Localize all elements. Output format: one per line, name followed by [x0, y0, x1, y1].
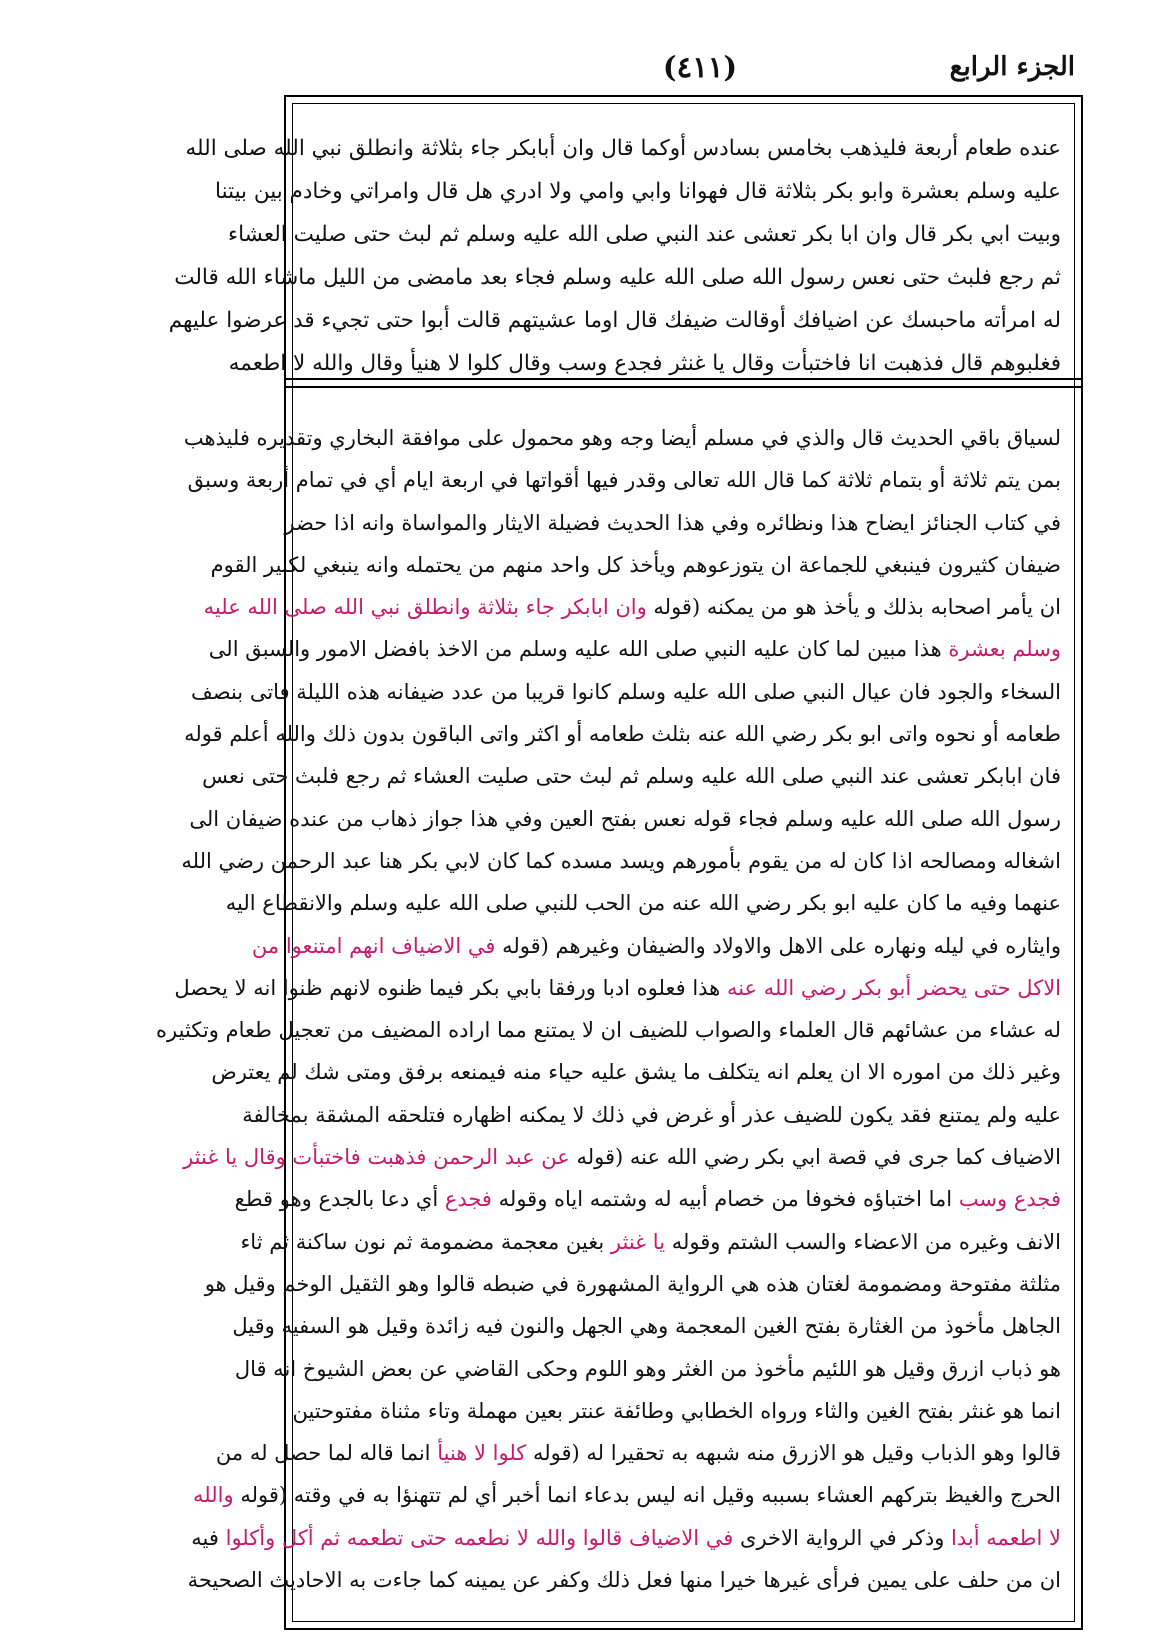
matn-line: ثم رجع فلبث حتى نعس رسول الله صلى الله عليه وسلم فجاء بعد مامضى من الليل ماشاء الله قالت: [174, 265, 1061, 290]
page-header: [285, 50, 1085, 100]
matn-line: وبيت ابي بكر قال وان ابا بكر تعشى عند النبي صلى الله عليه وسلم ثم لبث حتى صليت العشاء: [228, 222, 1061, 247]
matn-line: عليه وسلم بعشرة وابو بكر بثلاثة قال فهوانا وابي وامي ولا ادري هل قال وامراتي وخادم بين بيتنا: [215, 179, 1061, 204]
section-divider-top: [286, 378, 1081, 380]
sharh-line: [210, 544, 1061, 586]
sharh-line: [215, 1432, 1061, 1474]
commentary-text: وايثاره في ليله ونهاره على الاهل والاولاد والضيفان وغيرهم (قوله: [495, 933, 1061, 958]
sharh-line: [191, 671, 1061, 713]
quoted-hadith-phrase: الاكل حتى يحضر أبو بكر رضي الله عنه: [726, 975, 1061, 1000]
sharh-line: [232, 1305, 1061, 1347]
commentary-text: ان من حلف على يمين فرأى غيرها خيرا منها فعل ذلك وكفر عن يمينه كما جاءت به الاحاديث الصحيحة: [187, 1568, 1061, 1593]
commentary-text: السخاء والجود فان عيال النبي صلى الله عليه وسلم كانوا قريبا من عدد ضيفانه هذه الليلة فاتى بنصف: [191, 679, 1061, 704]
sharh-line: [203, 586, 1061, 628]
quoted-hadith-phrase: وسلم بعشرة: [948, 637, 1061, 662]
quoted-hadith-phrase: في الاضياف انهم امتنعوا من: [251, 933, 496, 958]
part-title: الجزء الرابع: [949, 52, 1075, 82]
quoted-hadith-phrase: والله: [193, 1483, 234, 1508]
sharh-line: [292, 1390, 1061, 1432]
quoted-hadith-phrase: يا غنثر: [610, 1229, 666, 1254]
matn-text-block: [168, 127, 1061, 385]
quoted-hadith-phrase: فجدع: [444, 1187, 492, 1212]
commentary-text: الانف وغيره من الاعضاء والسب الشتم وقوله: [665, 1229, 1061, 1254]
sharh-line: [193, 1474, 1061, 1516]
commentary-text: في كتاب الجنائز ايضاح هذا ونظائره وفي هذا الحديث فضيلة الايثار والمواساة وانه اذا حضر: [284, 510, 1061, 535]
quoted-hadith-phrase: لا اطعمه أبدا: [951, 1525, 1061, 1550]
commentary-text: وذكر في الرواية الاخرى: [733, 1525, 952, 1550]
commentary-text: رسول الله صلى الله عليه وسلم فجاء قوله نعس بفتح العين وفي هذا جواز ذهاب من عنده ضيفان الى: [189, 806, 1061, 831]
sharh-line: [284, 502, 1061, 544]
quoted-hadith-phrase: وان ابابكر جاء بثلاثة وانطلق نبي الله صلى الله عليه: [203, 595, 647, 620]
sharh-line: [189, 798, 1061, 840]
sharh-line: [187, 459, 1061, 501]
commentary-text: طعامه أو نحوه واتى ابو بكر رضي الله عنه بثلث طعامه أو اكثر واتى الباقون بدون ذلك والله أعلم قوله: [184, 722, 1061, 747]
commentary-text: لسياق باقي الحديث قال والذي في مسلم أيضا وجه وهو محمول على موافقة البخاري وتقديره فليذهب: [183, 426, 1061, 450]
page-number: (٤١١): [662, 50, 738, 84]
sharh-line: [187, 1559, 1061, 1601]
commentary-text: انما هو غنثر بفتح الغين والثاء ورواه الخطابي وطائفة عنتر بعين مهملة وتاء مثناة مفتوحتين: [292, 1398, 1061, 1423]
sharh-line: [184, 713, 1061, 755]
commentary-text: اشغاله ومصالحه اذا كان له من يقوم بأمورهم ويسد مسده كما كان لابي بكر هنا عبد الرحمن رضي الله: [181, 848, 1061, 873]
commentary-text: اما اختباؤه فخوفا من خصام أبيه له وشتمه اياه وقوله: [491, 1187, 959, 1212]
page-frame: [156, 95, 1083, 1630]
commentary-text: مثلثة مفتوحة ومضمومة لغتان هذه هي الرواية المشهورة في ضبطه قالوا وهو الثقيل الوخم وقيل هو: [204, 1271, 1061, 1296]
sharh-line: [156, 1009, 1061, 1051]
sharh-line: [234, 1348, 1061, 1390]
sharh-commentary-block: [156, 417, 1061, 1601]
commentary-text: فان ابابكر تعشى عند النبي صلى الله عليه وسلم ثم لبث حتى صليت العشاء ثم رجع فلبث حتى نعس: [202, 764, 1061, 789]
sharh-line: [204, 1263, 1061, 1305]
sharh-line: [225, 882, 1061, 924]
quoted-hadith-phrase: عن عبد الرحمن فذهبت فاختبأت وقال يا غنثر: [183, 1145, 570, 1170]
commentary-text: عنهما وفيه ما كان عليه ابو بكر رضي الله عنه من الحب للنبي صلى الله عليه وسلم والانقطاع اليه: [225, 891, 1061, 916]
sharh-line: [174, 967, 1061, 1009]
commentary-text: هذا مبين لما كان عليه النبي صلى الله عليه وسلم من الاخذ بافضل الامور والسبق الى: [208, 637, 949, 662]
matn-line: عنده طعام أربعة فليذهب بخامس بسادس أوكما قال وان أبابكر جاء بثلاثة وانطلق نبي الله صلى الله: [185, 136, 1061, 161]
commentary-text: عليه ولم يمتنع فقد يكون للضيف عذر أو غرض في ذلك لا يمكنه اظهاره فتلحقه المشقة بمخالفة: [242, 1102, 1061, 1127]
sharh-line: [240, 1221, 1061, 1263]
commentary-text: ان يأمر اصحابه بذلك و يأخذ هو من يمكنه (قوله: [646, 595, 1061, 620]
sharh-line: [234, 1178, 1061, 1220]
sharh-line: [211, 1051, 1061, 1093]
quoted-hadith-phrase: في الاضياف قالوا والله لا نطعمه حتى تطعمه ثم أكل وأكلوا: [225, 1525, 734, 1550]
commentary-text: فيه: [191, 1525, 226, 1550]
commentary-text: هو ذباب ازرق وقيل هو اللئيم مأخوذ من الغثر وهو اللوم وحكى القاضي عن بعض الشيوخ انه قال: [234, 1356, 1061, 1381]
commentary-text: بغين معجمة مضمومة ثم نون ساكنة ثم ثاء: [240, 1229, 611, 1254]
commentary-text: الجاهل مأخوذ من الغثارة بفتح الغين المعجمة وهي الجهل والنون فيه زائدة وقيل هو السفيه وقيل: [232, 1314, 1061, 1339]
matn-line: له امرأته ماحبسك عن اضيافك أوقالت ضيفك قال اوما عشيتهم قالت أبوا حتى تجيء قد عرضوا عليهم: [168, 308, 1061, 333]
sharh-line: [242, 1094, 1061, 1136]
matn-line: فغلبوهم قال فذهبت انا فاختبأت وقال يا غنثر فجدع وسب وقال كلوا لا هنيأ وقال والله لا اطعمه: [228, 351, 1061, 376]
commentary-text: وغير ذلك من اموره الا ان يعلم انه يتكلف ما يشق عليه حياء منه فيمنعه برفق ومتى شك لم يعترض: [211, 1060, 1061, 1085]
commentary-text: قالوا وهو الذباب وقيل هو الازرق منه شبهه به تحقيرا له (قوله: [526, 1441, 1061, 1466]
sharh-line: [183, 1136, 1061, 1178]
sharh-line: [208, 628, 1061, 670]
commentary-text: أي دعا بالجدع وهو قطع: [234, 1187, 445, 1212]
section-divider-bottom: [286, 386, 1081, 388]
sharh-line: [202, 755, 1061, 797]
commentary-text: هذا فعلوه ادبا ورفقا بابي بكر فيما ظنوه لانهم ظنوا انه لا يحصل: [174, 975, 727, 1000]
sharh-line: [191, 1517, 1061, 1559]
commentary-text: له عشاء من عشائهم قال العلماء والصواب للضيف ان لا يمتنع مما اراده المضيف من تعجيل طعام وتكثيره: [156, 1018, 1061, 1043]
commentary-text: الحرج والغيظ بتركهم العشاء بسببه وقيل انه ليس بدعاء انما أخبر أي لم تتهنؤا به في وقته (قوله: [233, 1483, 1061, 1508]
commentary-text: انما قاله لما حصل له من: [215, 1441, 438, 1466]
sharh-line: [251, 925, 1061, 967]
quoted-hadith-phrase: فجدع وسب: [958, 1187, 1061, 1212]
sharh-line: [183, 417, 1061, 459]
commentary-text: ضيفان كثيرون فينبغي للجماعة ان يتوزعوهم ويأخذ كل واحد منهم من يحتمله وانه ينبغي لكبير القوم: [210, 552, 1061, 577]
quoted-hadith-phrase: كلوا لا هنيأ: [437, 1441, 527, 1466]
sharh-line: [181, 840, 1061, 882]
commentary-text: الاضياف كما جرى في قصة ابي بكر رضي الله عنه (قوله: [569, 1145, 1061, 1170]
commentary-text: بمن يتم ثلاثة أو بتمام ثلاثة كما قال الله تعالى وقدر فيها أقواتها في اربعة ايام أي في تمام أربعة وسبق: [187, 468, 1061, 493]
